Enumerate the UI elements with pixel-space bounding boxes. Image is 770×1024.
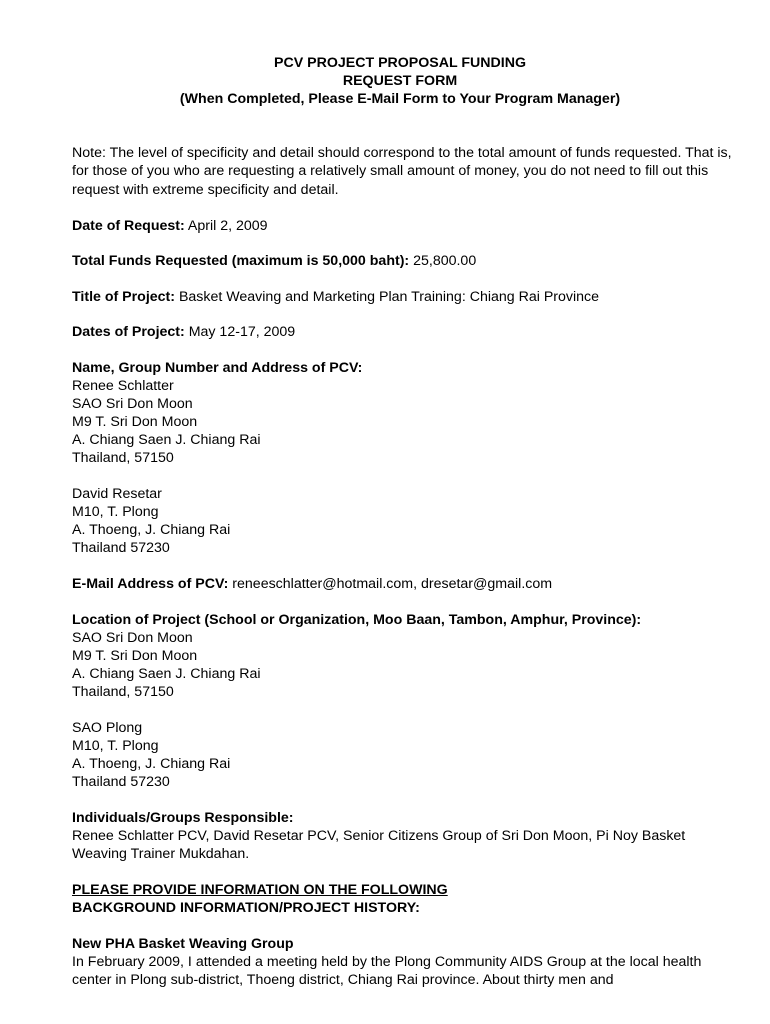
address-line: A. Chiang Saen J. Chiang Rai [72, 432, 261, 449]
responsible-heading: Individuals/Groups Responsible: [72, 809, 294, 826]
dates-of-project-label: Dates of Project: [72, 324, 185, 341]
date-of-request-value: April 2, 2009 [184, 217, 268, 234]
date-of-request-field [72, 217, 734, 235]
pha-group-heading: New PHA Basket Weaving Group [72, 935, 294, 952]
dates-of-project-value: May 12-17, 2009 [184, 324, 296, 341]
address-line: Renee Schlatter [72, 378, 174, 395]
pha-group-section [72, 935, 734, 989]
location-section [72, 611, 734, 791]
location-line: Thailand 57230 [72, 773, 170, 790]
note-paragraph: Note: The level of specificity and detail should correspond to the total amount of funds requested. That is, for those of you who are requesting a relatively small amount of money, you do not need to fill out this request with extreme specificity and detail. [72, 145, 732, 198]
address-line: M10, T. Plong [72, 504, 159, 521]
provide-info-section [72, 881, 734, 917]
date-of-request-label: Date of Request: [72, 217, 185, 234]
responsible-text: Renee Schlatter PCV, David Resetar PCV, Senior Citizens Group of Sri Don Moon, Pi Noy Basket Weaving Trainer Mukdahan. [72, 827, 686, 862]
pcv-address-heading: Name, Group Number and Address of PCV: [72, 360, 363, 377]
title-of-project-label: Title of Project: [72, 288, 176, 305]
total-funds-value: 25,800.00 [409, 253, 477, 270]
location-line: M9 T. Sri Don Moon [72, 647, 198, 664]
email-value: reneeschlatter@hotmail.com, dresetar@gmail.com [228, 575, 553, 592]
location-line: A. Thoeng, J. Chiang Rai [72, 755, 231, 772]
address-line: A. Thoeng, J. Chiang Rai [72, 522, 231, 539]
address-line: Thailand, 57150 [72, 450, 174, 467]
pcv-address-section [72, 359, 734, 557]
location-line: SAO Plong [72, 719, 143, 736]
provide-info-heading: PLEASE PROVIDE INFORMATION ON THE FOLLOWING [72, 881, 448, 898]
location-line: SAO Sri Don Moon [72, 629, 193, 646]
background-heading: BACKGROUND INFORMATION/PROJECT HISTORY: [72, 899, 420, 916]
address-line: Thailand 57230 [72, 540, 170, 557]
title-line-3: (When Completed, Please E-Mail Form to Your Program Manager) [179, 91, 621, 107]
location-line: Thailand, 57150 [72, 683, 174, 700]
address-line: M9 T. Sri Don Moon [72, 414, 198, 431]
address-line: SAO Sri Don Moon [72, 396, 193, 413]
responsible-section [72, 809, 734, 863]
total-funds-field [72, 252, 734, 270]
title-of-project-value: Basket Weaving and Marketing Plan Training: Chiang Rai Province [175, 288, 600, 305]
location-line: A. Chiang Saen J. Chiang Rai [72, 665, 261, 682]
dates-of-project-field [72, 323, 734, 341]
title-line-2: REQUEST FORM [342, 73, 458, 89]
location-line: M10, T. Plong [72, 737, 159, 754]
title-line-1: PCV PROJECT PROPOSAL FUNDING [274, 55, 526, 71]
title-of-project-field [72, 288, 734, 306]
address-line: David Resetar [72, 486, 162, 503]
location-heading: Location of Project (School or Organization, Moo Baan, Tambon, Amphur, Province): [72, 611, 642, 628]
total-funds-label: Total Funds Requested (maximum is 50,000 baht): [72, 253, 410, 270]
form-title [66, 0, 734, 108]
email-label: E-Mail Address of PCV: [72, 575, 229, 592]
email-field [72, 575, 734, 593]
pha-group-text: In February 2009, I attended a meeting held by the Plong Community AIDS Group at the local health center in Plong sub-district, Thoeng district, Chiang Rai province. About thirty men and [72, 953, 702, 988]
